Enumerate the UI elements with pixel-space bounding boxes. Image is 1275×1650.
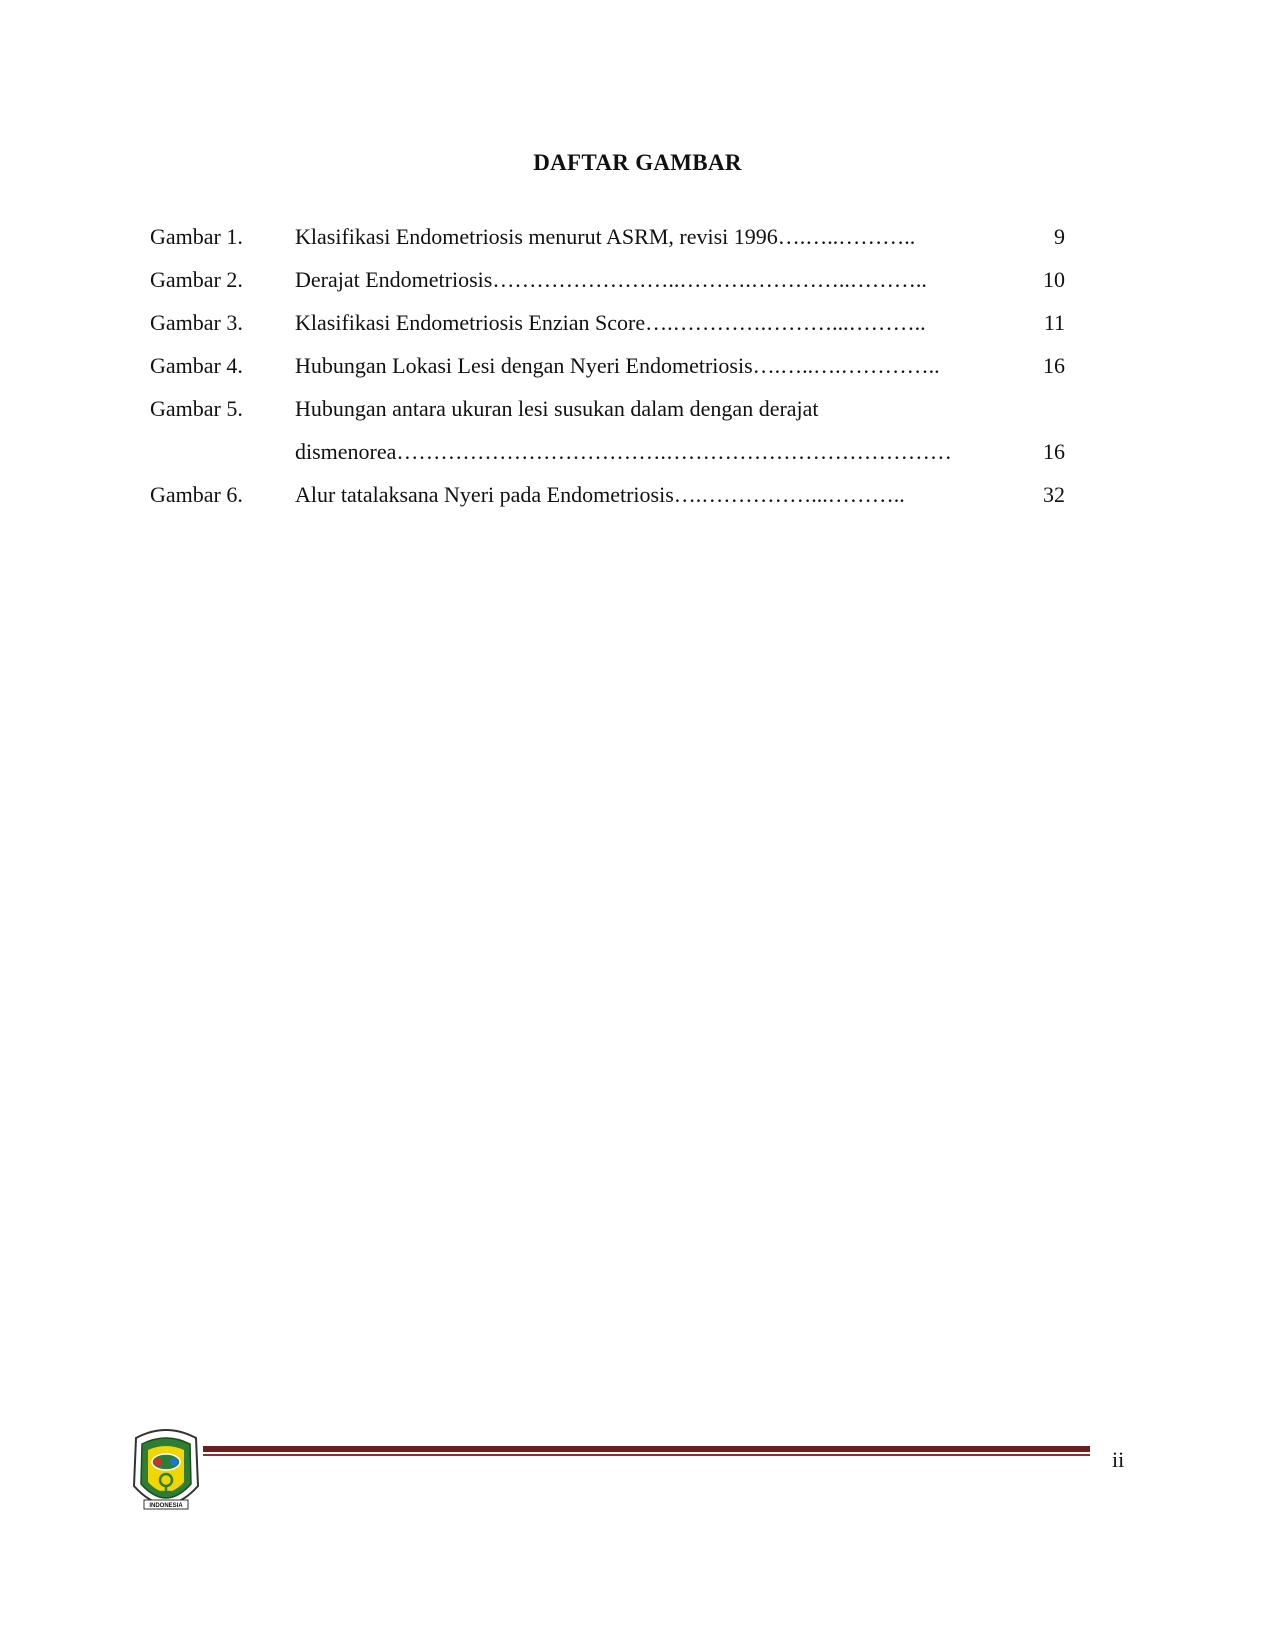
figure-label: Gambar 2. [150,267,243,292]
figure-title: Hubungan antara ukuran lesi susukan dalam dengan derajat [295,396,819,421]
figure-label: Gambar 1. [150,224,243,249]
figure-page-number: 11 [1043,310,1065,335]
figure-page-number: 10 [1043,267,1065,292]
figure-page-number: 16 [1043,353,1065,378]
figure-title: Derajat Endometriosis……………………..……….…………..……….. [295,267,927,292]
svg-text:INDONESIA: INDONESIA [149,1503,183,1509]
figure-title: Klasifikasi Endometriosis Enzian Score….………….………...……….. [295,310,926,335]
list-item [150,344,1065,387]
list-item [150,258,1065,301]
figure-title: Klasifikasi Endometriosis menurut ASRM, revisi 1996….…..……….. [295,224,916,249]
figure-page-number: 32 [1043,482,1065,507]
figure-list [150,215,1065,516]
figure-title: Hubungan Lokasi Lesi dengan Nyeri Endometriosis….…..….………….. [295,353,940,378]
figure-title: Alur tatalaksana Nyeri pada Endometriosis….……………...……….. [295,482,905,507]
society-emblem-icon [128,1424,204,1516]
page-number: ii [1112,1447,1125,1472]
figure-page-number: 16 [1043,439,1065,464]
footer-divider-thin [203,1454,1090,1456]
list-item [150,215,1065,258]
list-item [150,473,1065,516]
list-item [150,430,1065,473]
figure-label: Gambar 4. [150,353,243,378]
list-item [150,301,1065,344]
list-item [150,387,1065,430]
page-title: DAFTAR GAMBAR [533,150,742,175]
figure-label: Gambar 3. [150,310,243,335]
figure-title: dismenorea……………………………….………………………………… [295,439,952,464]
footer-divider-thick [203,1446,1090,1452]
figure-label: Gambar 5. [150,396,243,421]
figure-label: Gambar 6. [150,482,243,507]
figure-page-number: 9 [1054,224,1065,249]
footer-divider [203,1446,1090,1458]
